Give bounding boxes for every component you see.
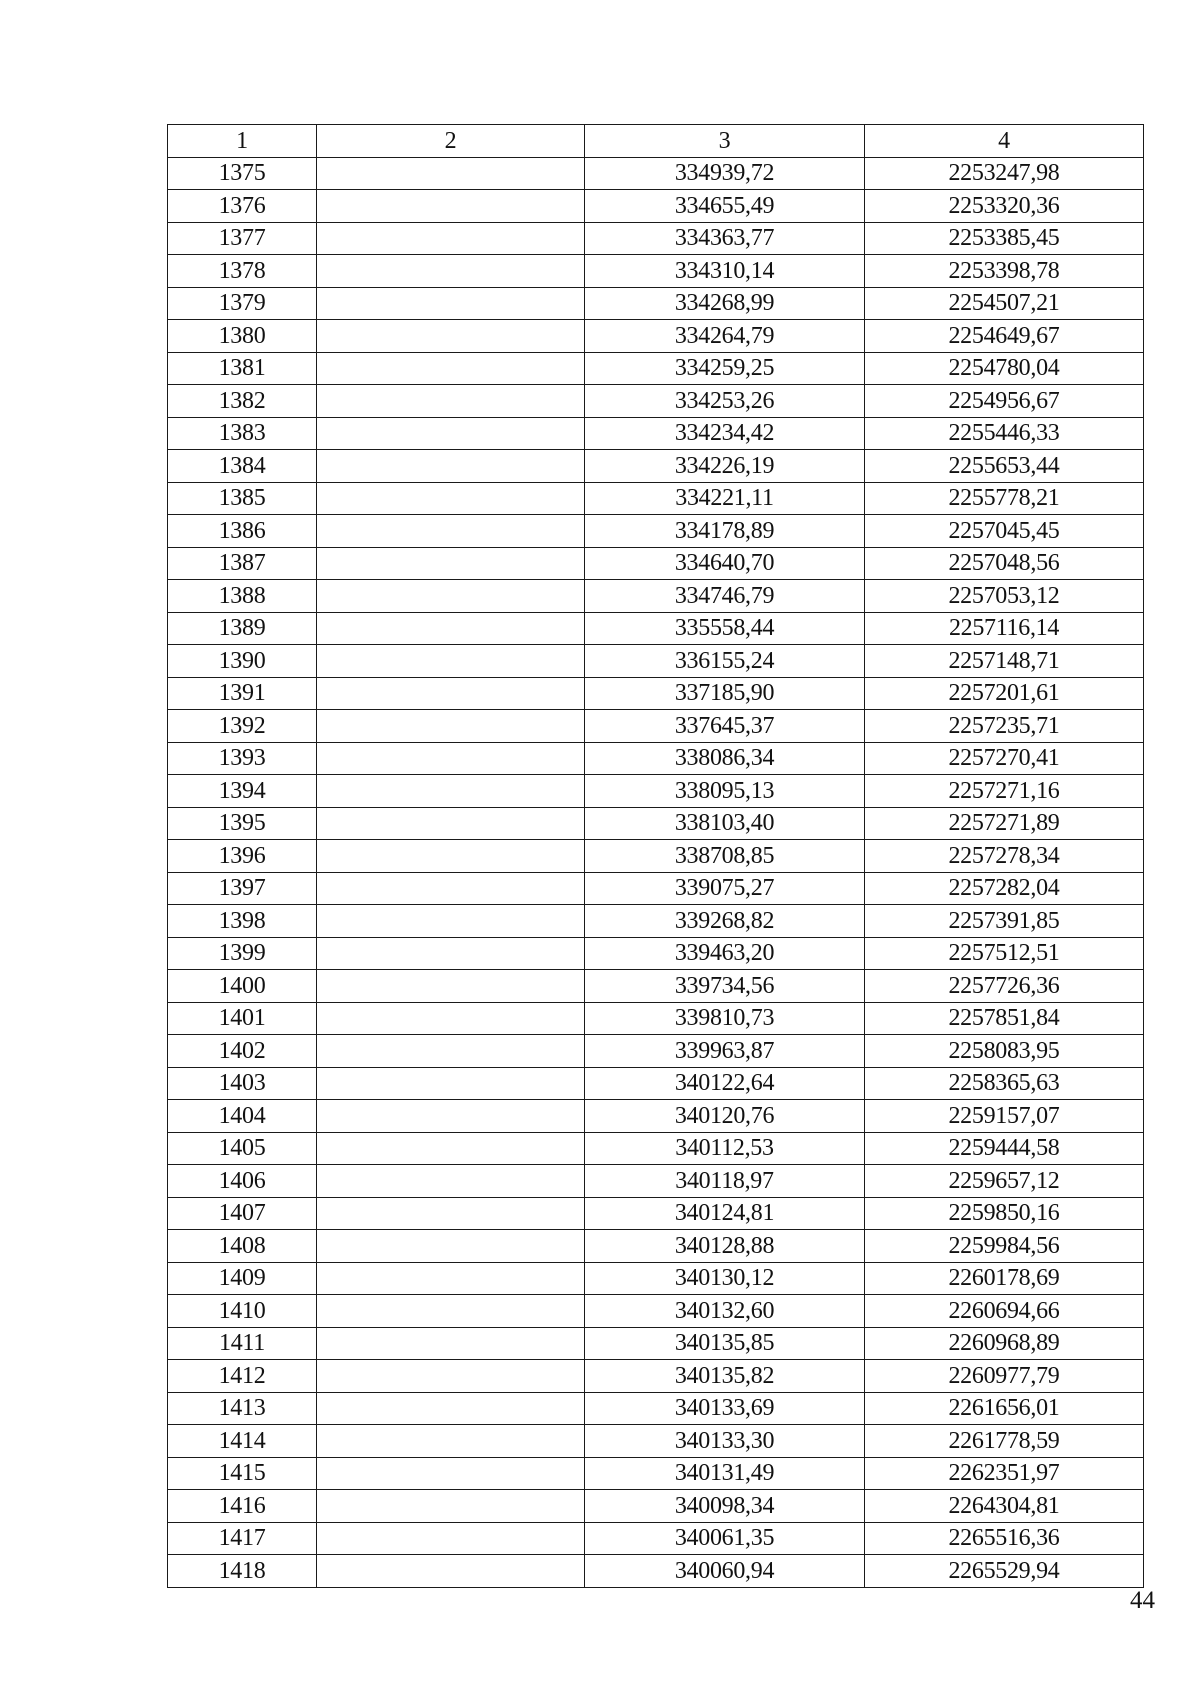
x-coordinate-cell: 340112,53	[585, 1132, 865, 1165]
table-row	[168, 872, 1144, 905]
column-2-cell	[317, 1067, 585, 1100]
column-2-cell	[317, 352, 585, 385]
table-row	[168, 287, 1144, 320]
table-row	[168, 1197, 1144, 1230]
column-2-cell	[317, 547, 585, 580]
point-number-cell: 1393	[168, 742, 317, 775]
column-2-cell	[317, 1522, 585, 1555]
table-row	[168, 1262, 1144, 1295]
x-coordinate-cell: 334259,25	[585, 352, 865, 385]
column-header-1: 1	[168, 125, 317, 158]
column-2-cell	[317, 417, 585, 450]
table-row	[168, 1002, 1144, 1035]
point-number-cell: 1396	[168, 840, 317, 873]
table-row	[168, 1165, 1144, 1198]
table-row	[168, 1392, 1144, 1425]
point-number-cell: 1414	[168, 1425, 317, 1458]
x-coordinate-cell: 340128,88	[585, 1230, 865, 1263]
x-coordinate-cell: 334264,79	[585, 320, 865, 353]
y-coordinate-cell: 2259984,56	[865, 1230, 1144, 1263]
point-number-cell: 1408	[168, 1230, 317, 1263]
point-number-cell: 1392	[168, 710, 317, 743]
point-number-cell: 1412	[168, 1360, 317, 1393]
table-body	[168, 157, 1144, 1587]
x-coordinate-cell: 339268,82	[585, 905, 865, 938]
y-coordinate-cell: 2254956,67	[865, 385, 1144, 418]
point-number-cell: 1409	[168, 1262, 317, 1295]
y-coordinate-cell: 2257271,16	[865, 775, 1144, 808]
x-coordinate-cell: 335558,44	[585, 612, 865, 645]
x-coordinate-cell: 340118,97	[585, 1165, 865, 1198]
y-coordinate-cell: 2259657,12	[865, 1165, 1144, 1198]
column-2-cell	[317, 1197, 585, 1230]
point-number-cell: 1395	[168, 807, 317, 840]
x-coordinate-cell: 338103,40	[585, 807, 865, 840]
column-2-cell	[317, 1457, 585, 1490]
column-2-cell	[317, 1425, 585, 1458]
y-coordinate-cell: 2259850,16	[865, 1197, 1144, 1230]
y-coordinate-cell: 2255653,44	[865, 450, 1144, 483]
column-2-cell	[317, 677, 585, 710]
table-row	[168, 1035, 1144, 1068]
column-2-cell	[317, 157, 585, 190]
point-number-cell: 1400	[168, 970, 317, 1003]
table-row	[168, 677, 1144, 710]
column-2-cell	[317, 320, 585, 353]
x-coordinate-cell: 338095,13	[585, 775, 865, 808]
y-coordinate-cell: 2257851,84	[865, 1002, 1144, 1035]
x-coordinate-cell: 337645,37	[585, 710, 865, 743]
column-2-cell	[317, 775, 585, 808]
table-row	[168, 775, 1144, 808]
column-2-cell	[317, 385, 585, 418]
table-row	[168, 1327, 1144, 1360]
column-2-cell	[317, 1165, 585, 1198]
x-coordinate-cell: 339463,20	[585, 937, 865, 970]
y-coordinate-cell: 2257116,14	[865, 612, 1144, 645]
x-coordinate-cell: 340061,35	[585, 1522, 865, 1555]
column-header-2: 2	[317, 125, 585, 158]
column-header-3: 3	[585, 125, 865, 158]
x-coordinate-cell: 340133,69	[585, 1392, 865, 1425]
table-row	[168, 905, 1144, 938]
column-2-cell	[317, 710, 585, 743]
column-header-4: 4	[865, 125, 1144, 158]
y-coordinate-cell: 2259444,58	[865, 1132, 1144, 1165]
y-coordinate-cell: 2260178,69	[865, 1262, 1144, 1295]
table-row	[168, 742, 1144, 775]
column-2-cell	[317, 1327, 585, 1360]
y-coordinate-cell: 2261778,59	[865, 1425, 1144, 1458]
point-number-cell: 1417	[168, 1522, 317, 1555]
table-row	[168, 255, 1144, 288]
column-2-cell	[317, 1295, 585, 1328]
table-header-row	[168, 125, 1144, 158]
x-coordinate-cell: 334234,42	[585, 417, 865, 450]
y-coordinate-cell: 2253398,78	[865, 255, 1144, 288]
y-coordinate-cell: 2254649,67	[865, 320, 1144, 353]
x-coordinate-cell: 340060,94	[585, 1555, 865, 1588]
column-2-cell	[317, 580, 585, 613]
y-coordinate-cell: 2260977,79	[865, 1360, 1144, 1393]
x-coordinate-cell: 340122,64	[585, 1067, 865, 1100]
x-coordinate-cell: 334226,19	[585, 450, 865, 483]
y-coordinate-cell: 2257282,04	[865, 872, 1144, 905]
table-row	[168, 157, 1144, 190]
column-2-cell	[317, 255, 585, 288]
x-coordinate-cell: 340135,85	[585, 1327, 865, 1360]
x-coordinate-cell: 338708,85	[585, 840, 865, 873]
x-coordinate-cell: 340120,76	[585, 1100, 865, 1133]
point-number-cell: 1418	[168, 1555, 317, 1588]
x-coordinate-cell: 340131,49	[585, 1457, 865, 1490]
x-coordinate-cell: 340124,81	[585, 1197, 865, 1230]
y-coordinate-cell: 2254507,21	[865, 287, 1144, 320]
column-2-cell	[317, 645, 585, 678]
x-coordinate-cell: 334640,70	[585, 547, 865, 580]
y-coordinate-cell: 2257512,51	[865, 937, 1144, 970]
coordinates-table	[167, 124, 1144, 1588]
point-number-cell: 1389	[168, 612, 317, 645]
point-number-cell: 1411	[168, 1327, 317, 1360]
table-row	[168, 450, 1144, 483]
column-2-cell	[317, 840, 585, 873]
table-row	[168, 1295, 1144, 1328]
table-row	[168, 352, 1144, 385]
point-number-cell: 1416	[168, 1490, 317, 1523]
point-number-cell: 1384	[168, 450, 317, 483]
point-number-cell: 1388	[168, 580, 317, 613]
table-row	[168, 320, 1144, 353]
page-number: 44	[1130, 1587, 1155, 1614]
y-coordinate-cell: 2257048,56	[865, 547, 1144, 580]
point-number-cell: 1391	[168, 677, 317, 710]
x-coordinate-cell: 337185,90	[585, 677, 865, 710]
point-number-cell: 1413	[168, 1392, 317, 1425]
y-coordinate-cell: 2258365,63	[865, 1067, 1144, 1100]
point-number-cell: 1397	[168, 872, 317, 905]
table-row	[168, 1425, 1144, 1458]
column-2-cell	[317, 1132, 585, 1165]
y-coordinate-cell: 2253385,45	[865, 222, 1144, 255]
column-2-cell	[317, 287, 585, 320]
column-2-cell	[317, 450, 585, 483]
y-coordinate-cell: 2260968,89	[865, 1327, 1144, 1360]
table-row	[168, 645, 1144, 678]
x-coordinate-cell: 334939,72	[585, 157, 865, 190]
column-2-cell	[317, 1100, 585, 1133]
x-coordinate-cell: 340132,60	[585, 1295, 865, 1328]
y-coordinate-cell: 2257271,89	[865, 807, 1144, 840]
point-number-cell: 1375	[168, 157, 317, 190]
table-row	[168, 1230, 1144, 1263]
table-row	[168, 1360, 1144, 1393]
table-row	[168, 1490, 1144, 1523]
y-coordinate-cell: 2257053,12	[865, 580, 1144, 613]
x-coordinate-cell: 340133,30	[585, 1425, 865, 1458]
y-coordinate-cell: 2255446,33	[865, 417, 1144, 450]
point-number-cell: 1410	[168, 1295, 317, 1328]
y-coordinate-cell: 2255778,21	[865, 482, 1144, 515]
x-coordinate-cell: 339734,56	[585, 970, 865, 1003]
x-coordinate-cell: 340130,12	[585, 1262, 865, 1295]
y-coordinate-cell: 2257270,41	[865, 742, 1144, 775]
table-row	[168, 1457, 1144, 1490]
point-number-cell: 1376	[168, 190, 317, 223]
column-2-cell	[317, 1002, 585, 1035]
table-row	[168, 1555, 1144, 1588]
point-number-cell: 1402	[168, 1035, 317, 1068]
column-2-cell	[317, 1360, 585, 1393]
point-number-cell: 1386	[168, 515, 317, 548]
table-row	[168, 840, 1144, 873]
x-coordinate-cell: 334746,79	[585, 580, 865, 613]
table-row	[168, 222, 1144, 255]
column-2-cell	[317, 1490, 585, 1523]
x-coordinate-cell: 334310,14	[585, 255, 865, 288]
column-2-cell	[317, 742, 585, 775]
point-number-cell: 1390	[168, 645, 317, 678]
y-coordinate-cell: 2261656,01	[865, 1392, 1144, 1425]
table-row	[168, 1100, 1144, 1133]
column-2-cell	[317, 1230, 585, 1263]
point-number-cell: 1405	[168, 1132, 317, 1165]
point-number-cell: 1380	[168, 320, 317, 353]
point-number-cell: 1378	[168, 255, 317, 288]
y-coordinate-cell: 2257148,71	[865, 645, 1144, 678]
point-number-cell: 1387	[168, 547, 317, 580]
x-coordinate-cell: 334253,26	[585, 385, 865, 418]
column-2-cell	[317, 1555, 585, 1588]
y-coordinate-cell: 2265529,94	[865, 1555, 1144, 1588]
column-2-cell	[317, 905, 585, 938]
table-row	[168, 515, 1144, 548]
table-row	[168, 710, 1144, 743]
table-row	[168, 547, 1144, 580]
column-2-cell	[317, 872, 585, 905]
column-2-cell	[317, 937, 585, 970]
point-number-cell: 1382	[168, 385, 317, 418]
x-coordinate-cell: 339075,27	[585, 872, 865, 905]
x-coordinate-cell: 338086,34	[585, 742, 865, 775]
column-2-cell	[317, 222, 585, 255]
x-coordinate-cell: 334655,49	[585, 190, 865, 223]
y-coordinate-cell: 2257235,71	[865, 710, 1144, 743]
point-number-cell: 1379	[168, 287, 317, 320]
y-coordinate-cell: 2257391,85	[865, 905, 1144, 938]
column-2-cell	[317, 970, 585, 1003]
x-coordinate-cell: 334363,77	[585, 222, 865, 255]
y-coordinate-cell: 2258083,95	[865, 1035, 1144, 1068]
x-coordinate-cell: 334268,99	[585, 287, 865, 320]
table-row	[168, 807, 1144, 840]
point-number-cell: 1385	[168, 482, 317, 515]
point-number-cell: 1383	[168, 417, 317, 450]
point-number-cell: 1415	[168, 1457, 317, 1490]
table-row	[168, 612, 1144, 645]
x-coordinate-cell: 340098,34	[585, 1490, 865, 1523]
table-row	[168, 385, 1144, 418]
y-coordinate-cell: 2257278,34	[865, 840, 1144, 873]
table-row	[168, 482, 1144, 515]
y-coordinate-cell: 2257201,61	[865, 677, 1144, 710]
y-coordinate-cell: 2265516,36	[865, 1522, 1144, 1555]
point-number-cell: 1399	[168, 937, 317, 970]
table-row	[168, 937, 1144, 970]
table-row	[168, 417, 1144, 450]
point-number-cell: 1381	[168, 352, 317, 385]
table-row	[168, 580, 1144, 613]
point-number-cell: 1401	[168, 1002, 317, 1035]
y-coordinate-cell: 2254780,04	[865, 352, 1144, 385]
table-row	[168, 190, 1144, 223]
point-number-cell: 1377	[168, 222, 317, 255]
column-2-cell	[317, 807, 585, 840]
x-coordinate-cell: 336155,24	[585, 645, 865, 678]
point-number-cell: 1406	[168, 1165, 317, 1198]
column-2-cell	[317, 515, 585, 548]
table-row	[168, 1067, 1144, 1100]
y-coordinate-cell: 2257045,45	[865, 515, 1144, 548]
column-2-cell	[317, 1262, 585, 1295]
column-2-cell	[317, 482, 585, 515]
x-coordinate-cell: 339810,73	[585, 1002, 865, 1035]
x-coordinate-cell: 340135,82	[585, 1360, 865, 1393]
table-row	[168, 970, 1144, 1003]
x-coordinate-cell: 334178,89	[585, 515, 865, 548]
x-coordinate-cell: 339963,87	[585, 1035, 865, 1068]
y-coordinate-cell: 2260694,66	[865, 1295, 1144, 1328]
point-number-cell: 1398	[168, 905, 317, 938]
table-row	[168, 1522, 1144, 1555]
table-row	[168, 1132, 1144, 1165]
column-2-cell	[317, 1035, 585, 1068]
y-coordinate-cell: 2259157,07	[865, 1100, 1144, 1133]
column-2-cell	[317, 612, 585, 645]
y-coordinate-cell: 2257726,36	[865, 970, 1144, 1003]
x-coordinate-cell: 334221,11	[585, 482, 865, 515]
y-coordinate-cell: 2253320,36	[865, 190, 1144, 223]
point-number-cell: 1394	[168, 775, 317, 808]
column-2-cell	[317, 1392, 585, 1425]
y-coordinate-cell: 2253247,98	[865, 157, 1144, 190]
point-number-cell: 1403	[168, 1067, 317, 1100]
point-number-cell: 1404	[168, 1100, 317, 1133]
point-number-cell: 1407	[168, 1197, 317, 1230]
y-coordinate-cell: 2262351,97	[865, 1457, 1144, 1490]
column-2-cell	[317, 190, 585, 223]
y-coordinate-cell: 2264304,81	[865, 1490, 1144, 1523]
